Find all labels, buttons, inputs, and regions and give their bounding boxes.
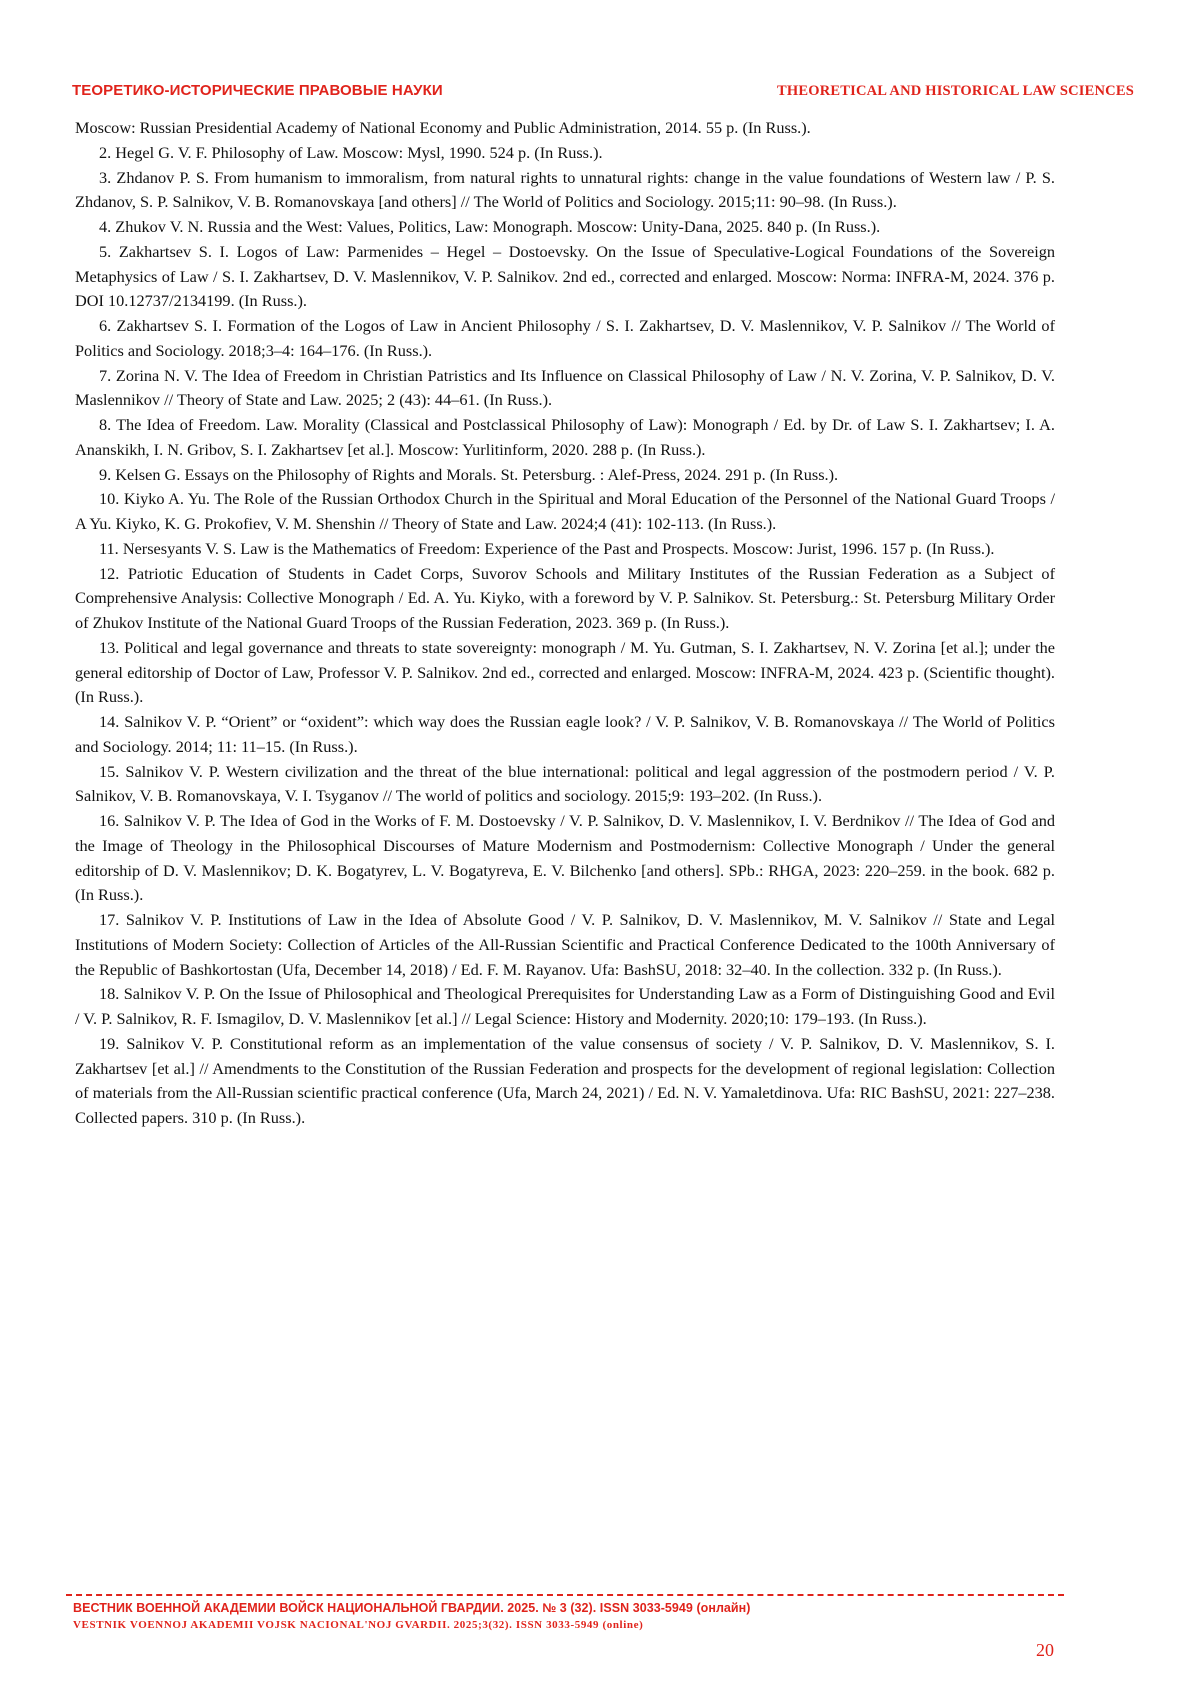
- reference-item: 6. Zakhartsev S. I. Formation of the Logos of Law in Ancient Philosophy / S. I. Zakhartsev, D. V. Maslennikov, V. P. Salnikov // The World of Politics and Sociology. 2018;3–4: 164–176. (In Russ.).: [75, 316, 1055, 360]
- section-title-ru: ТЕОРЕТИКО-ИСТОРИЧЕСКИЕ ПРАВОВЫЕ НАУКИ: [72, 82, 443, 99]
- reference-item: 19. Salnikov V. P. Constitutional reform as an implementation of the value consensus of society / V. P. Salnikov, D. V. Maslennikov, S. I. Zakhartsev [et al.] // Amendments to the Constitution of the Russian Federation and prospects for the development of regional legislation: Collection of materials from the All-Russian scientific practical conference (Ufa, March 24, 2021) / Ed. N. V. Yamaletdinova. Ufa: RIC BashSU, 2021: 227–238. Collected papers. 310 p. (In Russ.).: [75, 1033, 1055, 1127]
- reference-item: 11. Nersesyants V. S. Law is the Mathematics of Freedom: Experience of the Past and Prospects. Moscow: Jurist, 1996. 157 p. (In Russ.).: [99, 538, 995, 558]
- reference-item: Moscow: Russian Presidential Academy of National Economy and Public Administration, 2014. 55 p. (In Russ.).: [75, 118, 811, 137]
- section-title-en: THEORETICAL AND HISTORICAL LAW SCIENCES: [777, 83, 1134, 99]
- reference-item: 16. Salnikov V. P. The Idea of God in the Works of F. M. Dostoevsky / V. P. Salnikov, D. V. Maslennikov, I. V. Berdnikov // The Idea of God and the Image of Theology in the Philosophical Discourses of Mature Modernism and Postmodernism: Collective Monograph / Under the general editorship of D. V. Maslennikov; D. K. Bogatyrev, L. V. Bogatyreva, E. V. Bilchenko [and others]. SPb.: RHGA, 2023: 220–259. in the book. 682 p. (In Russ.).: [75, 811, 1055, 905]
- reference-item: 9. Kelsen G. Essays on the Philosophy of Rights and Morals. St. Petersburg. : Alef-Press, 2024. 291 p. (In Russ.).: [99, 464, 839, 484]
- reference-item: 5. Zakhartsev S. I. Logos of Law: Parmenides – Hegel – Dostoevsky. On the Issue of Speculative-Logical Foundations of the Sovereign Metaphysics of Law / S. I. Zakhartsev, D. V. Maslennikov, V. P. Salnikov. 2nd ed., corrected and enlarged. Moscow: Norma: INFRA-M, 2024. 376 p. DOI 10.12737/2134199. (In Russ.).: [75, 241, 1055, 311]
- reference-item: 17. Salnikov V. P. Institutions of Law in the Idea of Absolute Good / V. P. Salnikov, D. V. Maslennikov, M. V. Salnikov // State and Legal Institutions of Modern Society: Collection of Articles of the All-Russian Scientific and Practical Conference Dedicated to the 100th Anniversary of the Republic of Bashkortostan (Ufa, December 14, 2018) / Ed. F. M. Rayanov. Ufa: BashSU, 2018: 32–40. In the collection. 332 p. (In Russ.).: [75, 910, 1055, 979]
- reference-item: 3. Zhdanov P. S. From humanism to immoralism, from natural rights to unnatural rights: change in the value foundations of Western law / P. S. Zhdanov, S. P. Salnikov, V. B. Romanovskaya [and others] // The World of Politics and Sociology. 2015;11: 90–98. (In Russ.).: [75, 167, 1055, 212]
- page-number: 20: [1036, 1640, 1054, 1660]
- reference-item: 2. Hegel G. V. F. Philosophy of Law. Moscow: Mysl, 1990. 524 p. (In Russ.).: [99, 142, 603, 162]
- reference-item: 12. Patriotic Education of Students in Cadet Corps, Suvorov Schools and Military Institutes of the Russian Federation as a Subject of Comprehensive Analysis: Collective Monograph / Ed. A. Yu. Kiyko, with a foreword by V. P. Salnikov. St. Petersburg.: St. Petersburg Military Order of Zhukov Institute of the National Guard Troops of the Russian Federation, 2023. 369 p. (In Russ.).: [75, 563, 1055, 632]
- reference-item: 13. Political and legal governance and threats to state sovereignty: monograph / M. Yu. Gutman, S. I. Zakhartsev, N. V. Zorina [et al.]; under the general editorship of Doctor of Law, Professor V. P. Salnikov. 2nd ed., corrected and enlarged. Moscow: INFRA-M, 2024. 423 p. (Scientific thought). (In Russ.).: [75, 637, 1055, 707]
- reference-item: 14. Salnikov V. P. “Orient” or “oxident”: which way does the Russian eagle look? / V. P. Salnikov, V. B. Romanovskaya // The World of Politics and Sociology. 2014; 11: 11–15. (In Russ.).: [75, 712, 1055, 756]
- reference-item: 8. The Idea of Freedom. Law. Morality (Classical and Postclassical Philosophy of Law): Monograph / Ed. by Dr. of Law S. I. Zakhartsev; I. A. Ananskikh, I. N. Gribov, S. I. Zakhartsev [et al.]. Moscow: Yurlitinform, 2020. 288 p. (In Russ.).: [75, 415, 1055, 459]
- reference-list: [75, 116, 1055, 1131]
- reference-item: 15. Salnikov V. P. Western civilization and the threat of the blue international: political and legal aggression of the postmodern period / V. P. Salnikov, V. B. Romanovskaya, V. I. Tsyganov // The world of politics and sociology. 2015;9: 193–202. (In Russ.).: [75, 761, 1055, 806]
- footer-divider: [66, 1594, 1064, 1596]
- reference-item: 4. Zhukov V. N. Russia and the West: Values, Politics, Law: Monograph. Moscow: Unity-Dana, 2025. 840 p. (In Russ.).: [99, 217, 881, 236]
- journal-title-ru: ВЕСТНИК ВОЕННОЙ АКАДЕМИИ ВОЙСК НАЦИОНАЛЬНОЙ ГВАРДИИ. 2025. № 3 (32). ISSN 3033-5949 (онлайн): [73, 1601, 751, 1615]
- reference-item: 10. Kiyko A. Yu. The Role of the Russian Orthodox Church in the Spiritual and Moral Education of the Personnel of the National Guard Troops / A Yu. Kiyko, K. G. Prokofiev, V. M. Shenshin // Theory of State and Law. 2024;4 (41): 102-113. (In Russ.).: [75, 489, 1055, 533]
- journal-title-en: VESTNIK VOENNOJ AKADEMII VOJSK NACIONAL'NOJ GVARDII. 2025;3(32). ISSN 3033-5949 (online): [73, 1619, 644, 1631]
- reference-item: 7. Zorina N. V. The Idea of Freedom in Christian Patristics and Its Influence on Classical Philosophy of Law / N. V. Zorina, V. P. Salnikov, D. V. Maslennikov // Theory of State and Law. 2025; 2 (43): 44–61. (In Russ.).: [75, 365, 1055, 410]
- running-header: [72, 82, 1134, 106]
- reference-item: 18. Salnikov V. P. On the Issue of Philosophical and Theological Prerequisites for Understanding Law as a Form of Distinguishing Good and Evil / V. P. Salnikov, R. F. Ismagilov, D. V. Maslennikov [et al.] // Legal Science: History and Modernity. 2020;10: 179–193. (In Russ.).: [75, 984, 1055, 1028]
